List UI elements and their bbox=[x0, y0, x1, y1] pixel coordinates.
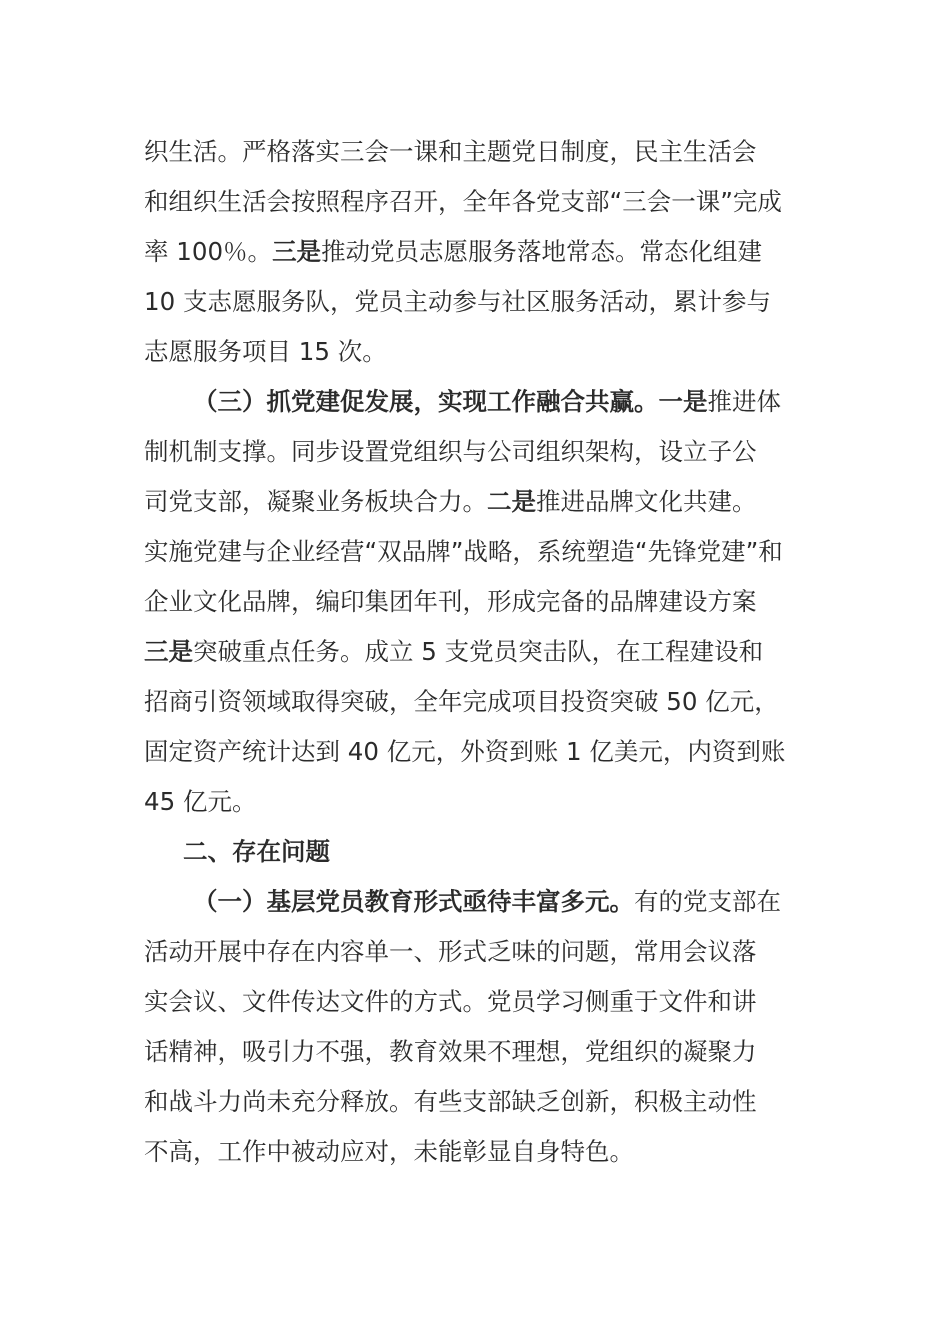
section-heading-3: （三）抓党建促发展，实现工作融合共赢。一是推进体 bbox=[193, 387, 781, 416]
text-line: 三是突破重点任务。成立 5 支党员突击队，在工程建设和 bbox=[144, 637, 764, 666]
text-line: 志愿服务项目 15 次。 bbox=[144, 337, 387, 366]
text-line: 招商引资领域取得突破，全年完成项目投资突破 50 亿元， bbox=[144, 687, 779, 716]
text-line: 制机制支撑。同步设置党组织与公司组织架构，设立子公 bbox=[144, 437, 757, 466]
subsection-heading-1: （一）基层党员教育形式亟待丰富多元。有的党支部在 bbox=[193, 887, 781, 916]
text-line: 话精神，吸引力不强，教育效果不理想，党组织的凝聚力 bbox=[144, 1037, 757, 1066]
text-line: 和战斗力尚未充分释放。有些支部缺乏创新，积极主动性 bbox=[144, 1087, 757, 1116]
text-line: 织生活。严格落实三会一课和主题党日制度，民主生活会 bbox=[144, 137, 757, 166]
text-line: 45 亿元。 bbox=[144, 787, 257, 816]
text-line: 活动开展中存在内容单一、形式乏味的问题，常用会议落 bbox=[144, 937, 757, 966]
text-line: 不高，工作中被动应对，未能彰显自身特色。 bbox=[144, 1137, 634, 1166]
text-line: 企业文化品牌，编印集团年刊，形成完备的品牌建设方案 bbox=[144, 587, 757, 616]
text-line: 实施党建与企业经营“双品牌”战略，系统塑造“先锋党建”和 bbox=[144, 537, 783, 566]
section-heading-2: 二、存在问题 bbox=[183, 837, 330, 866]
text-line: 司党支部，凝聚业务板块合力。二是推进品牌文化共建。 bbox=[144, 487, 757, 516]
text-line: 10 支志愿服务队，党员主动参与社区服务活动，累计参与 bbox=[144, 287, 771, 316]
text-line: 率 100％。三是推动党员志愿服务落地常态。常态化组建 bbox=[144, 237, 763, 266]
text-line: 实会议、文件传达文件的方式。党员学习侧重于文件和讲 bbox=[144, 987, 757, 1016]
text-line: 和组织生活会按照程序召开，全年各党支部“三会一课”完成 bbox=[144, 187, 782, 216]
text-line: 固定资产统计达到 40 亿元，外资到账 1 亿美元，内资到账 bbox=[144, 737, 786, 766]
